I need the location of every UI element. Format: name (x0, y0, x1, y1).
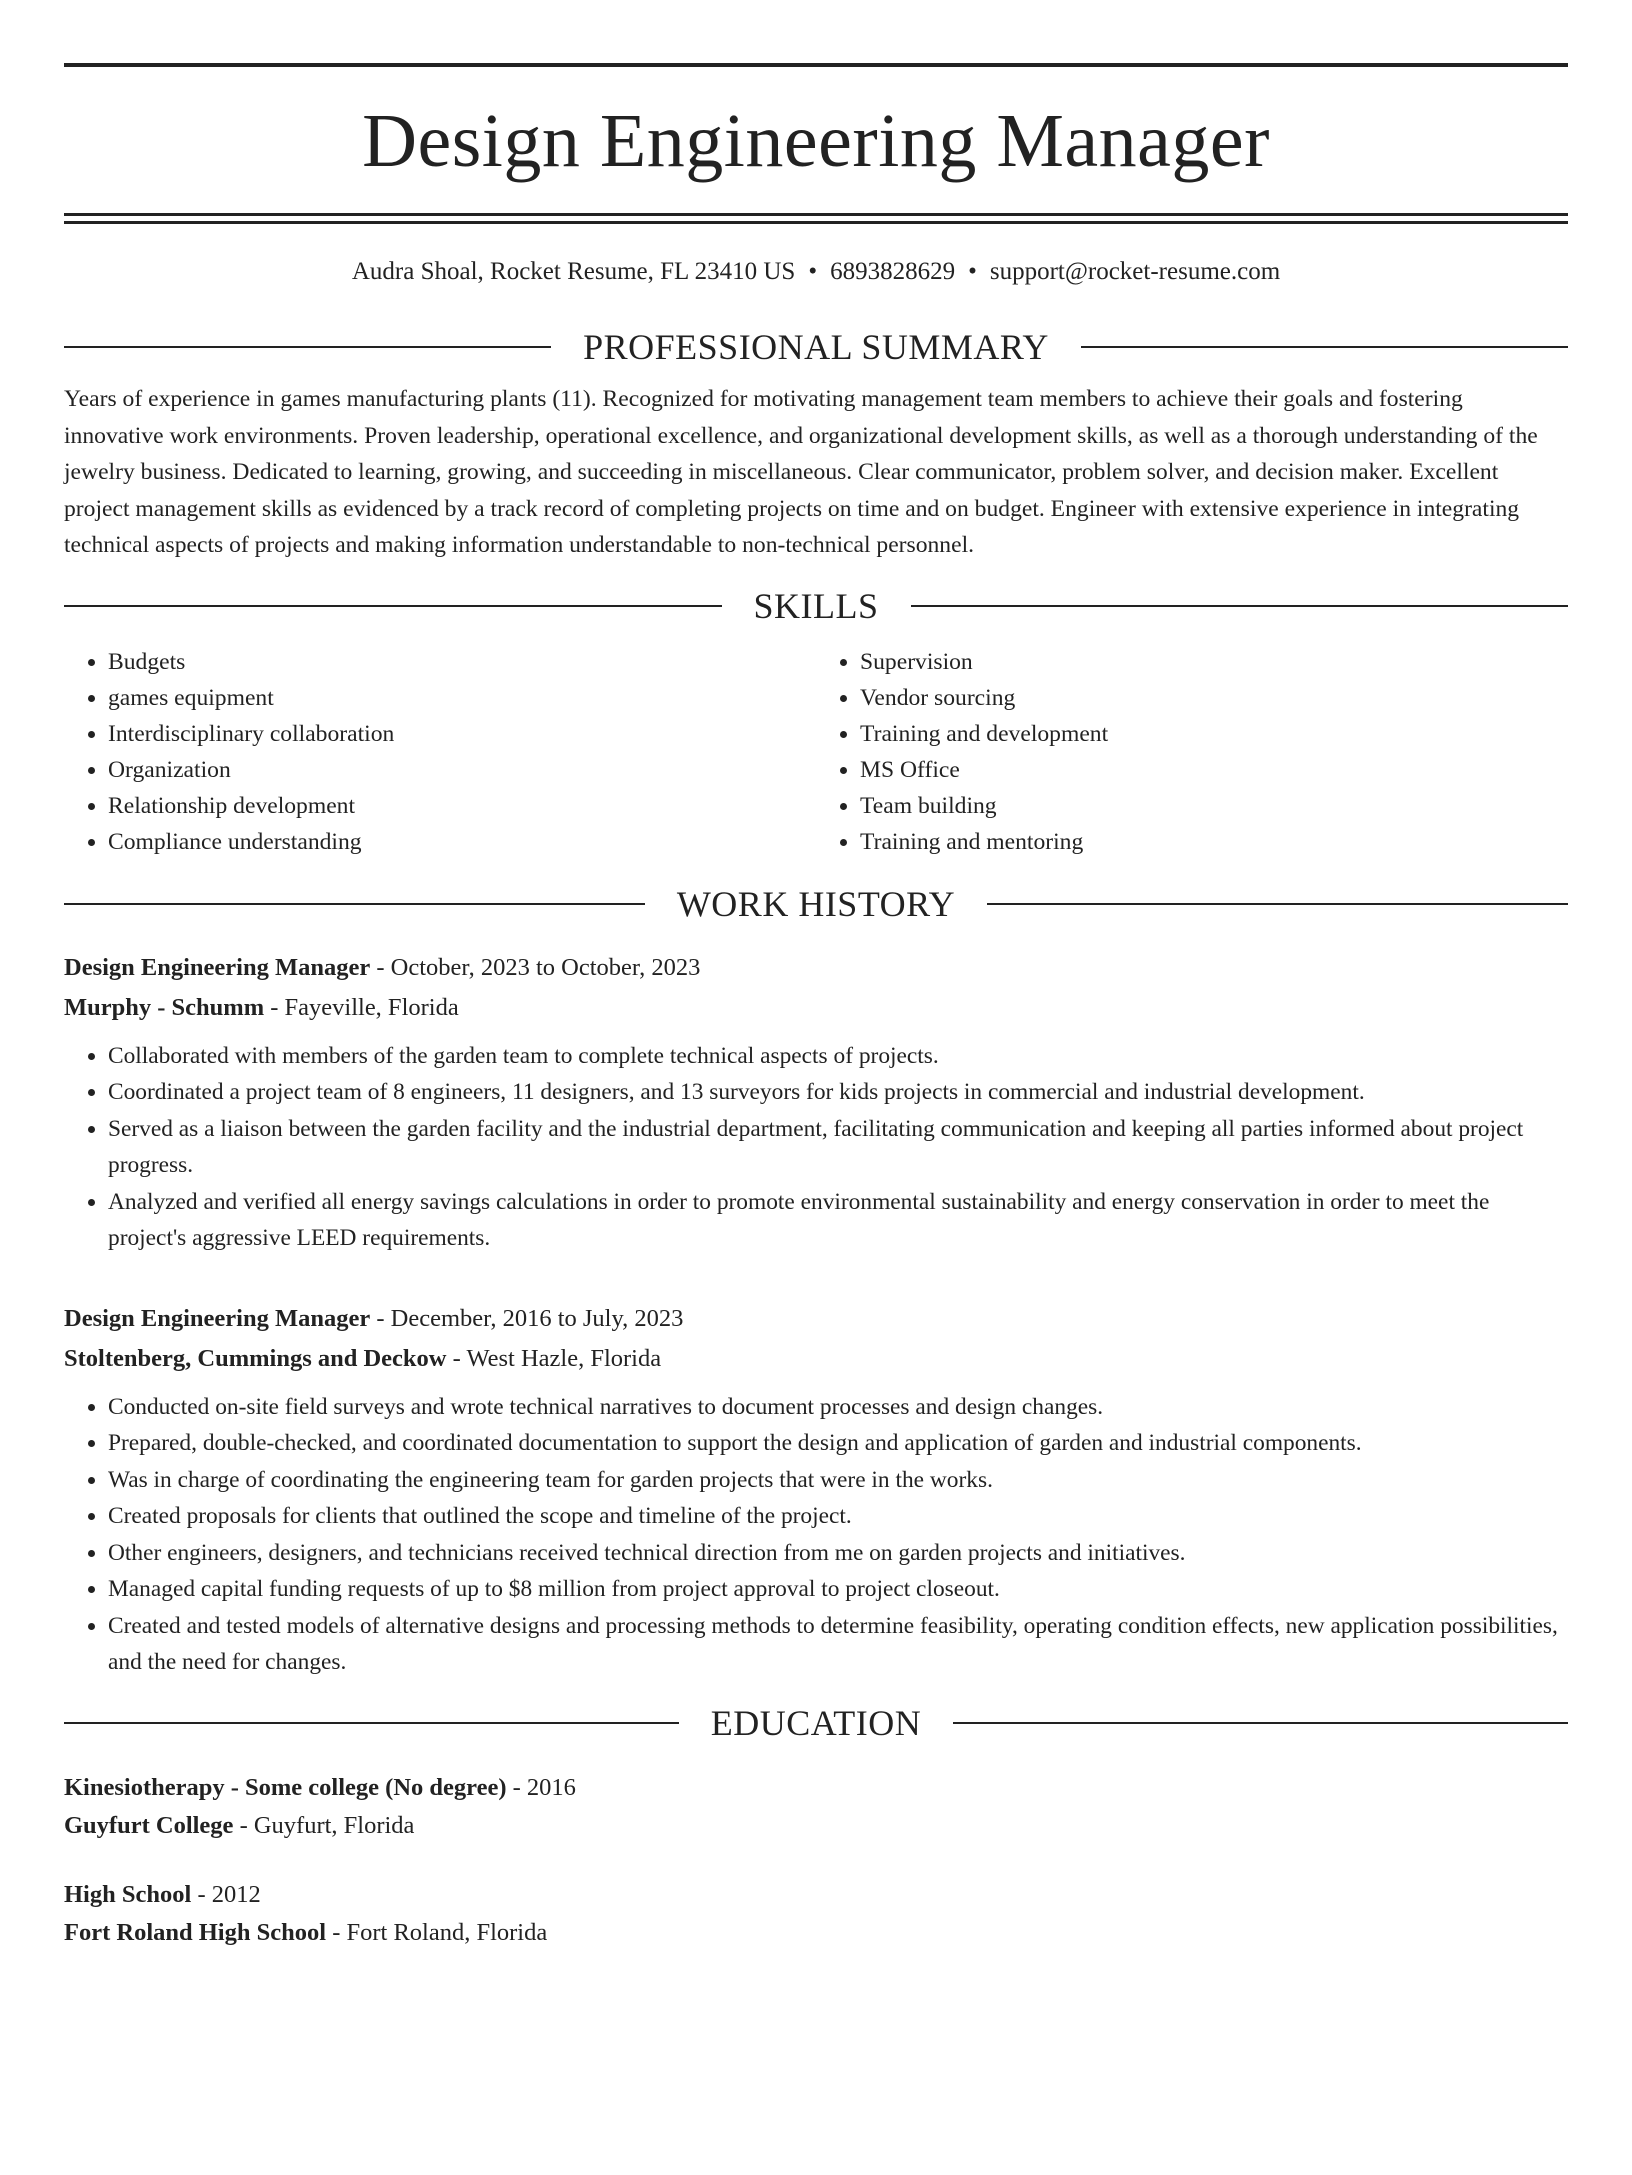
job-bullet: • Managed capital funding requests of up to $8 million from project approval to project closeout. (108, 1571, 1568, 1608)
contact-email: support@rocket-resume.com (989, 258, 1281, 285)
job-company-line (64, 988, 1568, 1028)
job-location: - West Hazle, Florida (446, 1344, 662, 1372)
job-location: - Fayeville, Florida (264, 993, 459, 1021)
skill-item: • Training and development (860, 716, 1568, 752)
skill-item: • Training and mentoring (860, 824, 1568, 860)
section-rule (64, 1722, 679, 1724)
section-header-work (64, 884, 1568, 924)
education-school-line (64, 1914, 1568, 1952)
education-school: Guyfurt College (64, 1811, 234, 1839)
skill-item: • games equipment (108, 680, 816, 716)
job-dates: - December, 2016 to July, 2023 (370, 1304, 684, 1332)
job-company-line (64, 1339, 1568, 1379)
skills-list (64, 644, 1568, 860)
section-rule (953, 1722, 1568, 1724)
job-bullet: • Other engineers, designers, and technicians received technical direction from me on garden projects and initiatives. (108, 1535, 1568, 1572)
skill-item: • Compliance understanding (108, 824, 816, 860)
section-header-education (64, 1703, 1568, 1743)
skills-column-right (816, 644, 1568, 860)
job-entry (64, 948, 1568, 1257)
top-rule (64, 63, 1568, 67)
skill-item: • Supervision (860, 644, 1568, 680)
job-dates: - October, 2023 to October, 2023 (370, 953, 701, 981)
contact-separator: • (808, 258, 818, 285)
skill-item: • Team building (860, 788, 1568, 824)
page-title: Design Engineering Manager (362, 99, 1270, 183)
job-bullet: • Coordinated a project team of 8 engineers, 11 designers, and 13 surveyors for kids projects in commercial and industrial development. (108, 1074, 1568, 1111)
education-degree: High School (64, 1880, 192, 1908)
education-degree-line (64, 1769, 1568, 1807)
education-school-line (64, 1807, 1568, 1845)
section-header-summary (64, 327, 1568, 367)
section-title: WORK HISTORY (676, 883, 956, 924)
job-company: Murphy - Schumm (64, 993, 265, 1021)
job-bullet: • Created proposals for clients that outlined the scope and timeline of the project. (108, 1498, 1568, 1535)
job-bullets (64, 1389, 1568, 1681)
job-title-line (64, 948, 1568, 988)
education-degree: Kinesiotherapy - Some college (No degree) (64, 1773, 507, 1801)
skill-item: • Vendor sourcing (860, 680, 1568, 716)
skill-item: • MS Office (860, 752, 1568, 788)
skill-item: • Budgets (108, 644, 816, 680)
title-double-rule (64, 213, 1568, 224)
job-bullet: • Served as a liaison between the garden facility and the industrial department, facilitating communication and keeping all parties informed about project progress. (108, 1111, 1568, 1184)
summary-text: Years of experience in games manufacturing plants (11). Recognized for motivating management team members to achieve their goals and fostering innovative work environments. Proven leadership, operational excellence, and organizational development skills, as well as a thorough understanding of the jewelry business. Dedicated to learning, growing, and succeeding in miscellaneous. Clear communicator, problem solver, and decision maker. Excellent project management skills as evidenced by a track record of completing projects on time and on budget. Engineer with extensive experience in integrating technical aspects of projects and making information understandable to non-technical personnel. (64, 386, 1538, 558)
job-company: Stoltenberg, Cummings and Deckow (64, 1344, 447, 1372)
education-school: Fort Roland High School (64, 1918, 327, 1946)
section-header-skills (64, 586, 1568, 626)
skill-item: • Interdisciplinary collaboration (108, 716, 816, 752)
job-title: Design Engineering Manager (64, 953, 371, 981)
section-rule (1081, 346, 1568, 348)
job-bullet: • Conducted on-site field surveys and wrote technical narratives to document processes and design changes. (108, 1389, 1568, 1426)
section-title: EDUCATION (710, 1702, 922, 1743)
job-title-line (64, 1299, 1568, 1339)
contact-phone: 6893828629 (830, 258, 956, 285)
section-rule (911, 605, 1569, 607)
job-bullet: • Collaborated with members of the garden team to complete technical aspects of projects. (108, 1038, 1568, 1075)
education-year: - 2016 (506, 1773, 576, 1801)
job-entry (64, 1299, 1568, 1681)
contact-address: Audra Shoal, Rocket Resume, FL 23410 US (351, 258, 796, 285)
education-entry (64, 1876, 1568, 1952)
skill-item: • Organization (108, 752, 816, 788)
job-bullet: • Was in charge of coordinating the engineering team for garden projects that were in the works. (108, 1462, 1568, 1499)
education-degree-line (64, 1876, 1568, 1914)
education-location: - Fort Roland, Florida (326, 1918, 548, 1946)
section-rule (64, 346, 551, 348)
contact-separator: • (968, 258, 977, 285)
education-entry (64, 1769, 1568, 1845)
job-title: Design Engineering Manager (64, 1304, 371, 1332)
job-bullet: • Analyzed and verified all energy savings calculations in order to promote environmental sustainability and energy conservation in order to meet the project's aggressive LEED requirements. (108, 1184, 1568, 1257)
skill-item: • Relationship development (108, 788, 816, 824)
education-year: - 2012 (191, 1880, 261, 1908)
section-rule (64, 605, 722, 607)
job-bullet: • Created and tested models of alternative designs and processing methods to determine feasibility, operating condition effects, new application possibilities, and the need for changes. (108, 1608, 1568, 1681)
section-title: SKILLS (753, 585, 879, 626)
skills-column-left (64, 644, 816, 860)
job-bullet: • Prepared, double-checked, and coordinated documentation to support the design and application of garden and industrial components. (108, 1425, 1568, 1462)
resume-page (0, 63, 1632, 2175)
section-rule (64, 903, 645, 905)
contact-line (64, 257, 1568, 287)
education-location: - Guyfurt, Florida (233, 1811, 415, 1839)
job-bullets (64, 1038, 1568, 1257)
section-rule (987, 903, 1568, 905)
section-title: PROFESSIONAL SUMMARY (583, 327, 1049, 367)
